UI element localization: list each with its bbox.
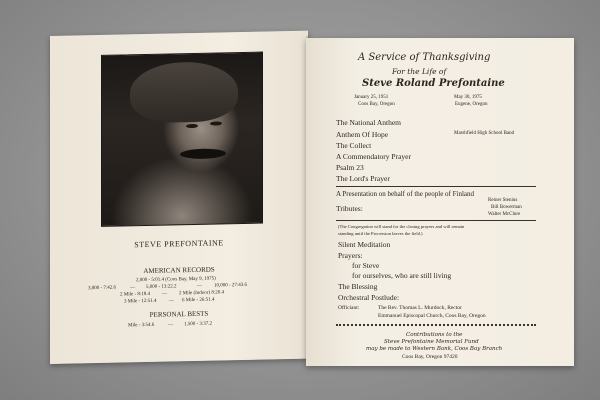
record-6-mile: 6 Mile - 26:51.4 xyxy=(182,297,215,304)
program-item: Psalm 23 xyxy=(336,163,364,172)
death-place: Eugene, Oregon xyxy=(455,102,488,107)
orchestral-postlude: Orchestral Postlude: xyxy=(338,293,400,302)
prayers-label: Prayers: xyxy=(338,251,363,260)
athlete-name: STEVE PREFONTAINE xyxy=(134,238,224,250)
portrait-right-eye xyxy=(210,121,222,125)
congregation-note: standing until the Procession leaves the field.) xyxy=(338,231,423,236)
program-item: The Collect xyxy=(336,141,372,150)
tributes-label: Tributes: xyxy=(336,204,363,213)
memorial-program xyxy=(50,36,574,364)
program-right-panel xyxy=(306,38,574,366)
school-band: Marshfield High School Band xyxy=(454,131,515,136)
american-records-heading: AMERICAN RECORDS xyxy=(143,265,215,276)
national-anthem: The National Anthem xyxy=(336,118,401,127)
service-title: A Service of Thanksgiving xyxy=(358,52,491,63)
record-3000: 3,000 - 7:42.6 xyxy=(88,285,117,292)
record-dash: — xyxy=(130,285,135,291)
portrait-photo xyxy=(101,52,263,227)
record-dash: — xyxy=(197,283,202,289)
record-dash: — xyxy=(169,298,174,304)
prayer-for-steve: for Steve xyxy=(352,261,380,270)
portrait-hair xyxy=(130,61,238,123)
honoree-name: Steve Roland Prefontaine xyxy=(362,78,505,89)
officiant-name: The Rev. Thomas L. Murdock, Rector xyxy=(378,305,462,311)
best-1500: 1,500 - 3:37.2 xyxy=(184,321,213,328)
record-2000: 2,000 - 5:01.4 (Coos Bay, May 9, 1975) xyxy=(136,276,216,284)
record-5000: 5,000 - 13:22.2 xyxy=(146,284,177,290)
program-item: Anthem Of Hope xyxy=(336,130,389,139)
service-subtitle: For the Life of xyxy=(392,67,447,76)
prayer-for-living: for ourselves, who are still living xyxy=(352,271,452,280)
the-blessing: The Blessing xyxy=(338,282,378,291)
birth-place: Coos Bay, Oregon xyxy=(358,102,395,107)
officiant-church: Emmanuel Episcopal Church, Coos Bay, Oregon xyxy=(378,313,486,319)
personal-bests-heading: PERSONAL BESTS xyxy=(149,309,209,319)
officiant-label: Officiant: xyxy=(338,305,360,311)
portrait-mustache xyxy=(180,148,226,159)
record-2-mile: 2 Mile - 8:18.4 xyxy=(120,291,150,298)
record-dash: — xyxy=(162,291,167,297)
contrib-bank: may be made to Western Bank, Coos Bay Branch xyxy=(366,346,503,352)
record-2-mile-indoor: 2 Mile (Indoor) 8:20.4 xyxy=(179,290,224,297)
tribute-speaker: Walter McClure xyxy=(488,212,521,217)
record-3-mile: 3 Mile - 12:51.4 xyxy=(124,298,157,305)
program-item: The Lord's Prayer xyxy=(336,174,390,183)
contrib-line: Contributions to the xyxy=(406,332,463,338)
contrib-fund: Steve Prefontaine Memorial Fund xyxy=(384,339,479,345)
program-item: A Commendatory Prayer xyxy=(336,152,411,161)
contrib-address: Coos Bay, Oregon 97420 xyxy=(402,354,458,360)
best-mile: Mile - 3:54.6 xyxy=(128,322,155,329)
death-date: May 30, 1975 xyxy=(454,95,482,100)
dotted-divider xyxy=(336,324,536,326)
tribute-speaker: Bill Bowerman xyxy=(491,205,522,210)
section-rule xyxy=(336,186,536,187)
program-left-panel xyxy=(50,31,308,364)
finland-presenter: Reiner Stenius xyxy=(488,198,518,203)
silent-meditation: Silent Meditation xyxy=(338,240,391,249)
birth-date: January 25, 1951 xyxy=(354,95,389,100)
best-dash: — xyxy=(168,322,173,328)
congregation-note: (The Congregation will stand for the closing prayers and will remain xyxy=(338,224,465,229)
portrait-left-eye xyxy=(186,124,198,128)
finland-presentation: A Presentation on behalf of the people of Finland xyxy=(336,190,475,198)
section-rule xyxy=(336,220,536,221)
record-10000: 10,000 - 27:43.6 xyxy=(214,282,248,289)
